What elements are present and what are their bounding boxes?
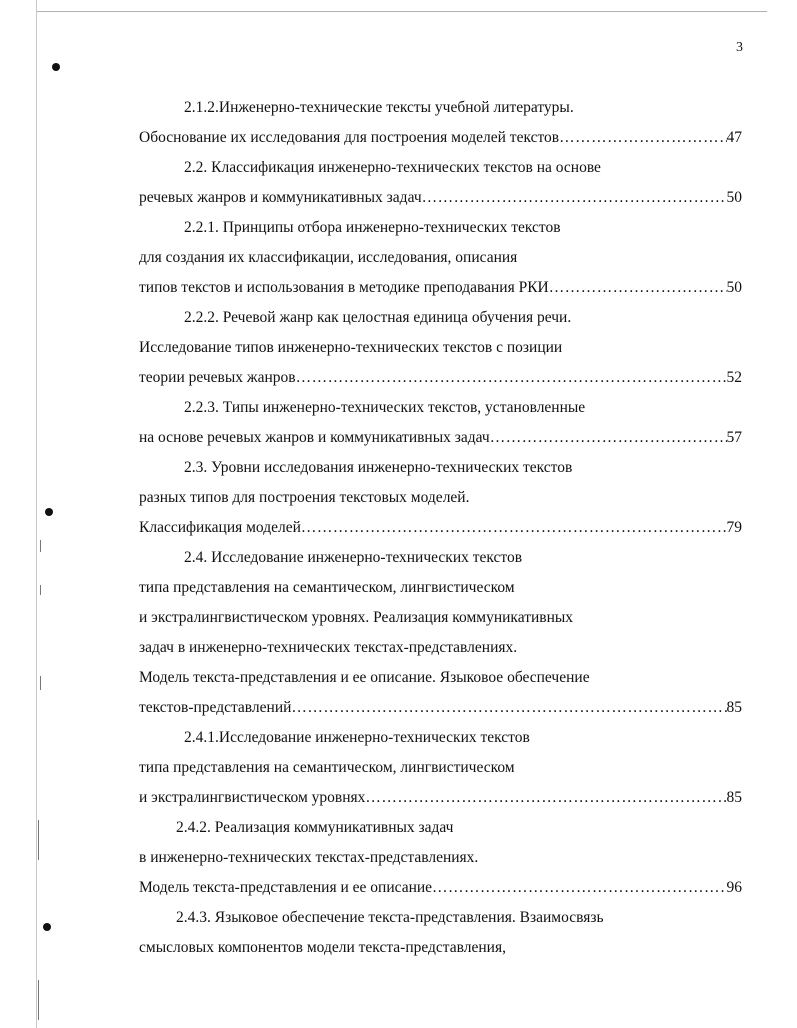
toc-line: смысловых компонентов модели текста-представления, xyxy=(139,939,506,956)
toc-line: задач в инженерно-технических текстах-представлениях. xyxy=(139,639,518,656)
toc-line: 2.2.1. Принципы отбора инженерно-технических текстов xyxy=(184,219,561,236)
toc-line: 2.4.3. Языковое обеспечение текста-представления. Взаимосвязь xyxy=(176,909,604,926)
toc-line: Исследование типов инженерно-технических текстов с позиции xyxy=(139,339,563,356)
toc-line: 2.2. Классификация инженерно-технических текстов на основе xyxy=(184,159,601,176)
toc-dot-leader xyxy=(422,188,727,208)
toc-line: для создания их классификации, исследования, описания xyxy=(139,249,518,266)
scan-left-edge xyxy=(36,0,37,1028)
toc-dot-leader xyxy=(490,428,727,448)
toc-line: и экстралингвистическом уровнях. Реализация коммуникативных xyxy=(139,609,574,626)
toc-line: 2.2.2. Речевой жанр как целостная единица обучения речи. xyxy=(184,309,572,326)
toc-entry-last-line xyxy=(139,188,742,208)
page-number: 3 xyxy=(736,40,743,55)
toc-line: 2.1.2.Инженерно-технические тексты учебной литературы. xyxy=(184,99,574,116)
scan-mark xyxy=(38,820,39,860)
toc-line: в инженерно-технических текстах-представлениях. xyxy=(139,849,479,866)
toc-page-number: 57 xyxy=(726,429,742,446)
toc-page-number: 50 xyxy=(726,279,742,296)
toc-entry-last-line xyxy=(139,428,742,448)
toc-dot-leader xyxy=(296,368,727,388)
scan-mark xyxy=(40,676,41,690)
toc-dot-leader xyxy=(365,788,726,808)
toc-page-number: 79 xyxy=(726,519,742,536)
toc-page-number: 52 xyxy=(726,369,742,386)
toc-entry-last-line xyxy=(139,278,742,298)
toc-line: Модель текста-представления и ее описание. Языковое обеспечение xyxy=(139,669,590,686)
toc-entry-last-line xyxy=(139,878,742,898)
toc-page-number: 85 xyxy=(726,789,742,806)
toc-entry-last-line xyxy=(139,518,742,538)
toc-page-number: 85 xyxy=(726,699,742,716)
toc-entry-text: речевых жанров и коммуникативных задач xyxy=(139,189,422,206)
toc-line: 2.4.2. Реализация коммуникативных задач xyxy=(176,819,454,836)
toc-line: 2.2.3. Типы инженерно-технических текстов, установленные xyxy=(184,399,586,416)
toc-line: 2.3. Уровни исследования инженерно-технических текстов xyxy=(184,459,573,476)
binder-hole-middle xyxy=(45,508,53,516)
toc-dot-leader xyxy=(291,698,726,718)
toc-line: 2.4. Исследование инженерно-технических текстов xyxy=(184,549,523,566)
toc-entry-text: Модель текста-представления и ее описание xyxy=(139,879,433,896)
toc-page-number: 96 xyxy=(726,879,742,896)
scan-mark xyxy=(40,540,41,552)
toc-page-number: 47 xyxy=(726,129,742,146)
toc-line: 2.4.1.Исследование инженерно-технических текстов xyxy=(184,729,530,746)
toc-line: типа представления на семантическом, лингвистическом xyxy=(139,759,515,776)
toc-dot-leader xyxy=(301,518,727,538)
toc-entry-text: на основе речевых жанров и коммуникативных задач xyxy=(139,429,490,446)
toc-entry-last-line xyxy=(139,128,742,148)
toc-entry-text: типов текстов и использования в методике преподавания РКИ xyxy=(139,279,549,296)
toc-entry-text: Классификация моделей xyxy=(139,519,301,536)
toc-entry-text: и экстралингвистическом уровнях xyxy=(139,789,366,806)
toc-dot-leader xyxy=(432,878,726,898)
toc-line: разных типов для построения текстовых моделей. xyxy=(139,489,470,506)
binder-hole-top xyxy=(52,63,60,71)
toc-entry-last-line xyxy=(139,698,742,718)
toc-page-number: 50 xyxy=(726,189,742,206)
toc-entry-text: Обоснование их исследования для построения моделей текстов xyxy=(139,129,560,146)
binder-hole-bottom xyxy=(43,923,51,931)
scan-mark xyxy=(40,585,41,595)
scan-top-edge xyxy=(37,11,767,12)
toc-entry-text: текстов-представлений xyxy=(139,699,292,716)
toc-line: типа представления на семантическом, лингвистическом xyxy=(139,579,515,596)
toc-entry-text: теории речевых жанров xyxy=(139,369,296,386)
toc-entry-last-line xyxy=(139,788,742,808)
toc-dot-leader xyxy=(549,278,727,298)
toc-dot-leader xyxy=(559,128,726,148)
toc-entry-last-line xyxy=(139,368,742,388)
scan-mark xyxy=(38,980,39,1020)
